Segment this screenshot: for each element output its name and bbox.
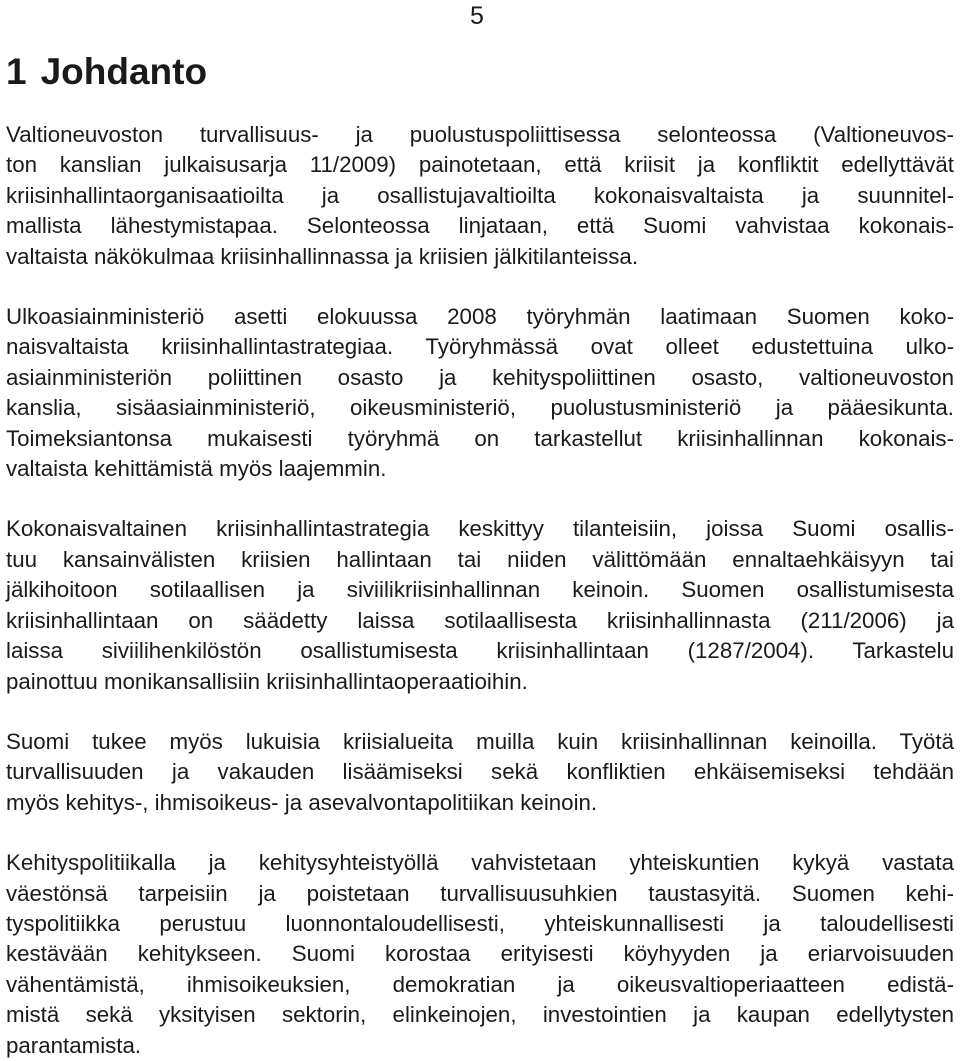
- paragraph-2: [6, 302, 954, 484]
- paragraph-line: tyspolitiikka perustuu luonnontaloudellisesti, yhteiskunnallisesti ja taloudellisesti: [6, 910, 954, 936]
- paragraph-line: naisvaltaista kriisinhallintastrategiaa. Työryhmässä ovat olleet edustettuina ulko-: [6, 334, 954, 360]
- chapter-number: 1: [6, 51, 27, 92]
- paragraph-4: [6, 727, 954, 818]
- paragraph-line: valtaista kehittämistä myös laajemmin.: [6, 456, 387, 482]
- chapter-title: [6, 50, 207, 94]
- paragraph-line: mallista lähestymistapaa. Selonteossa linjataan, että Suomi vahvistaa kokonais-: [6, 213, 954, 239]
- paragraph-line: myös kehitys-, ihmisoikeus- ja asevalvontapolitiikan keinoin.: [6, 789, 598, 815]
- paragraph-line: ton kanslian julkaisusarja 11/2009) painotetaan, että kriisit ja konfliktit edellyttävät: [6, 152, 954, 178]
- paragraph-line: laissa siviilihenkilöstön osallistumisesta kriisinhallintaan (1287/2004). Tarkastelu: [6, 638, 954, 664]
- paragraph-line: parantamista.: [6, 1032, 142, 1058]
- chapter-title-text: Johdanto: [40, 51, 208, 92]
- body-text: [6, 120, 954, 1061]
- paragraph-line: Toimeksiantonsa mukaisesti työryhmä on tarkastellut kriisinhallinnan kokonais-: [6, 425, 954, 451]
- paragraph-line: Valtioneuvoston turvallisuus- ja puolustuspoliittisessa selonteossa (Valtioneuvos-: [6, 122, 954, 147]
- paragraph-line: Kokonaisvaltainen kriisinhallintastrategia keskittyy tilanteisiin, joissa Suomi osallis-: [6, 516, 954, 542]
- paragraph-line: kriisinhallintaan on säädetty laissa sotilaallisesta kriisinhallinnasta (211/2006) ja: [6, 607, 954, 633]
- paragraph-line: kestävään kehitykseen. Suomi korostaa erityisesti köyhyyden ja eriarvoisuuden: [6, 941, 954, 967]
- paragraph-line: tuu kansainvälisten kriisien hallintaan tai niiden välittömään ennaltaehkäisyyn tai: [6, 546, 954, 572]
- paragraph-line: turvallisuuden ja vakauden lisäämiseksi sekä konfliktien ehkäisemiseksi tehdään: [6, 759, 954, 785]
- paragraph-line: väestönsä tarpeisiin ja poistetaan turvallisuusuhkien taustasyitä. Suomen kehi-: [6, 880, 954, 906]
- paragraph-line: Kehityspolitiikalla ja kehitysyhteistyöllä vahvistetaan yhteiskuntien kykyä vastata: [6, 850, 954, 876]
- paragraph-3: [6, 514, 954, 696]
- paragraph-line: kanslia, sisäasiainministeriö, oikeusministeriö, puolustusministeriö ja pääesikunta.: [6, 395, 954, 421]
- paragraph-line: Suomi tukee myös lukuisia kriisialueita muilla kuin kriisinhallinnan keinoilla. Työtä: [6, 728, 954, 754]
- paragraph-line: kriisinhallintaorganisaatioilta ja osallistujavaltioilta kokonaisvaltaista ja suunnitel-: [6, 182, 954, 208]
- paragraph-line: jälkihoitoon sotilaallisen ja siviilikriisinhallinnan keinoin. Suomen osallistumisesta: [6, 577, 954, 603]
- paragraph-1: [6, 120, 954, 272]
- paragraph-line: vähentämistä, ihmisoikeuksien, demokratian ja oikeusvaltioperiaatteen edistä-: [6, 971, 954, 997]
- paragraph-line: mistä sekä yksityisen sektorin, elinkeinojen, investointien ja kaupan edellytysten: [6, 1002, 954, 1028]
- paragraph-line: painottuu monikansallisiin kriisinhallintaoperaatioihin.: [6, 668, 528, 694]
- paragraph-5: [6, 848, 954, 1061]
- paragraph-line: Ulkoasiainministeriö asetti elokuussa 2008 työryhmän laatimaan Suomen koko-: [6, 304, 954, 330]
- paragraph-line: asiainministeriön poliittinen osasto ja kehityspoliittinen osasto, valtioneuvoston: [6, 364, 954, 390]
- paragraph-line: valtaista näkökulmaa kriisinhallinnassa ja kriisien jälkitilanteissa.: [6, 243, 639, 269]
- page-number: 5: [470, 2, 484, 30]
